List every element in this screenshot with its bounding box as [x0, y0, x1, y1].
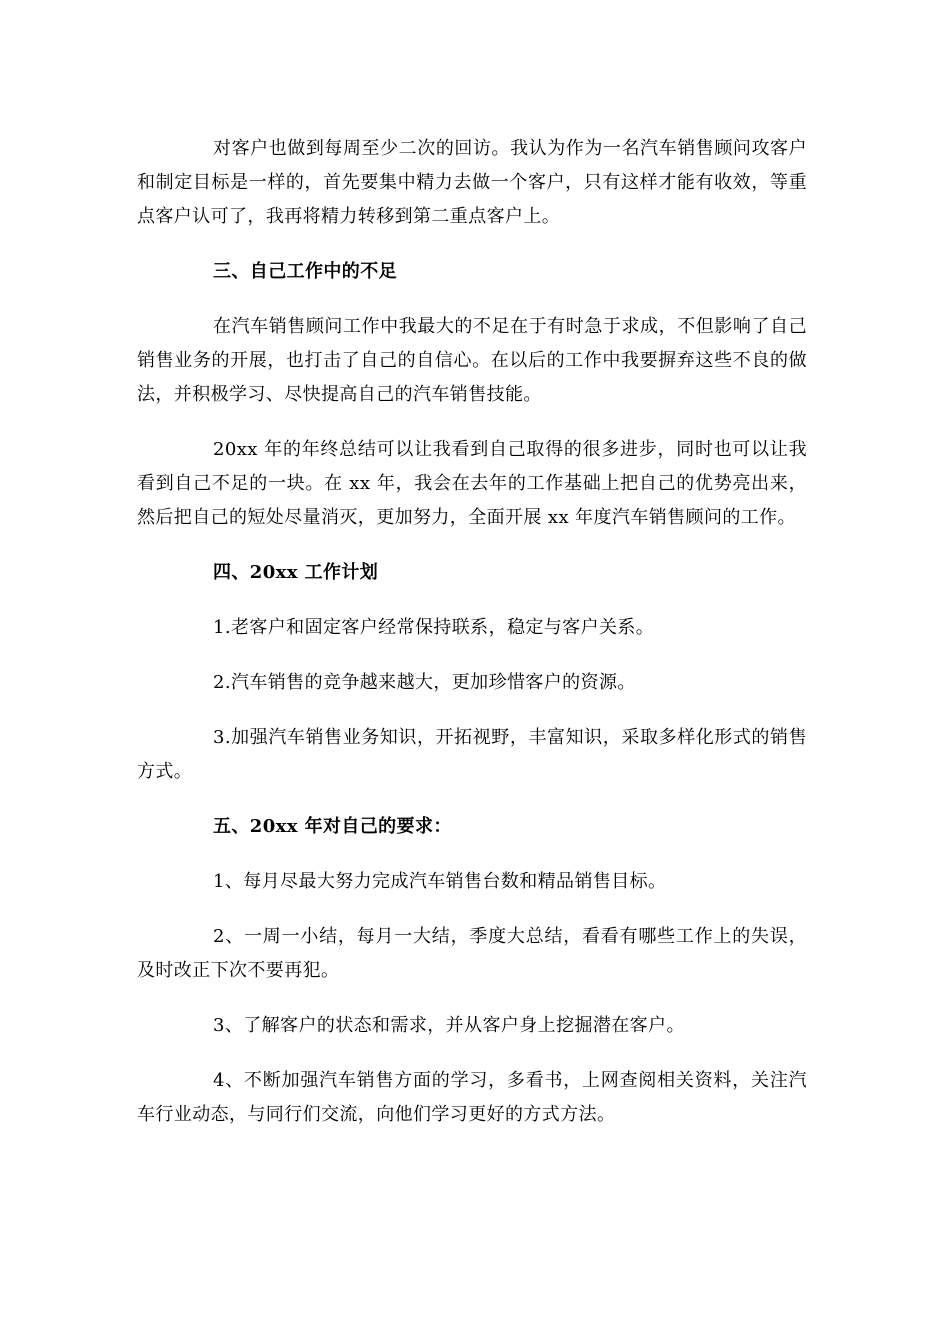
section-heading-work-plan: 四、20xx 工作计划: [213, 562, 379, 583]
plan-item-1: 1.老客户和固定客户经常保持联系，稳定与客户关系。: [213, 617, 655, 638]
section-heading-requirements: 五、20xx 年对自己的要求：: [213, 816, 452, 837]
requirement-item-2: 2、一周一小结，每月一大结，季度大总结，看看有哪些工作上的失误，及时改正下次不要再犯。: [137, 926, 807, 981]
requirement-item-4: 4、不断加强汽车销售方面的学习，多看书，上网查阅相关资料，关注汽车行业动态，与同行们交流，向他们学习更好的方式方法。: [137, 1070, 807, 1125]
paragraph-client-followup: 对客户也做到每周至少二次的回访。我认为作为一名汽车销售顾问攻客户和制定目标是一样的，首先要集中精力去做一个客户，只有这样才能有收效，等重点客户认可了，我再将精力转移到第二重点客户上。: [137, 138, 807, 227]
document-body: [137, 132, 807, 1132]
section-heading-shortcomings: 三、自己工作中的不足: [213, 261, 397, 282]
plan-item-2: 2.汽车销售的竞争越来越大，更加珍惜客户的资源。: [213, 672, 636, 693]
paragraph-year-summary: 20xx 年的年终总结可以让我看到自己取得的很多进步，同时也可以让我看到自己不足的一块。在 xx 年，我会在去年的工作基础上把自己的优势亮出来，然后把自己的短处尽量消灭，更加努力，全面开展 xx 年度汽车销售顾问的工作。: [137, 439, 807, 528]
requirement-item-3: 3、了解客户的状态和需求，并从客户身上挖掘潜在客户。: [213, 1015, 685, 1036]
paragraph-shortcomings: 在汽车销售顾问工作中我最大的不足在于有时急于求成，不但影响了自己销售业务的开展，也打击了自己的自信心。在以后的工作中我要摒弃这些不良的做法，并积极学习、尽快提高自己的汽车销售技能。: [137, 316, 807, 405]
plan-item-3: 3.加强汽车销售业务知识，开拓视野，丰富知识，采取多样化形式的销售方式。: [137, 727, 807, 782]
requirement-item-1: 1、每月尽最大努力完成汽车销售台数和精品销售目标。: [213, 871, 667, 892]
